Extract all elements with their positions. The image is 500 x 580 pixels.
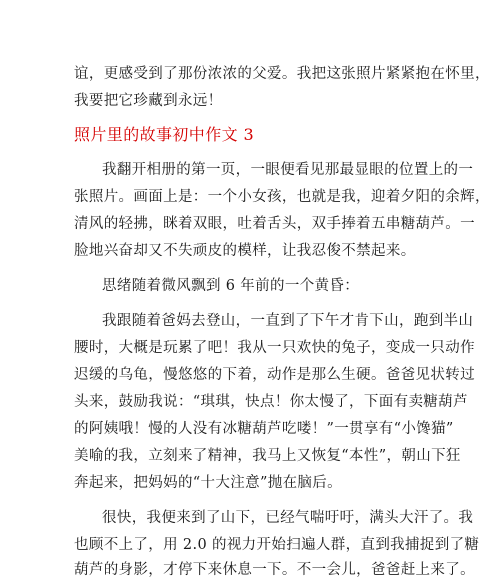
paragraph-4-line-1: 很快，我便来到了山下，已经气喘吁吁，满头大汗了。我 bbox=[102, 510, 474, 526]
paragraph-3-line-1: 我跟随着爸妈去登山，一直到了下午才肯下山，跑到半山 bbox=[102, 313, 474, 329]
paragraph-3-line-6: 美喻的我，立刻来了精神，我马上又恢复“本性”，朝山下狂 bbox=[74, 448, 461, 464]
paragraph-1-line-4: 脸地兴奋却又不失顽皮的模样，让我忍俊不禁起来。 bbox=[74, 243, 416, 259]
intro-line-2: 我要把它珍藏到永远！ bbox=[74, 93, 223, 109]
paragraph-3-line-7: 奔起来，把妈妈的“十大注意”抛在脑后。 bbox=[74, 475, 342, 491]
paragraph-2-line-1: 思绪随着微风飘到 6 年前的一个黄昏： bbox=[102, 278, 360, 294]
paragraph-3-line-3: 迟缓的乌龟，慢悠悠的下着，动作是那么生硬。爸爸见状转过 bbox=[74, 367, 475, 383]
paragraph-3-line-2: 腰时，大概是玩累了吧！我从一只欢快的兔子，变成一只动作 bbox=[74, 340, 475, 356]
paragraph-3-line-4: 头来，鼓励我说：“琪琪，快点！你太慢了，下面有卖糖葫芦 bbox=[74, 394, 468, 410]
paragraph-3-line-5: 的阿姨哦！慢的人没有冰糖葫芦吃喽！”一贯享有“小馋猫” bbox=[74, 421, 454, 437]
paragraph-4-line-3: 葫芦的身影，才停下来休息一下。不一会儿，爸爸赶上来了。 bbox=[74, 562, 475, 578]
paragraph-1-line-3: 清风的轻拂，眯着双眼，吐着舌头，双手捧着五串糖葫芦。一 bbox=[74, 216, 475, 232]
section-title: 照片里的故事初中作文 3 bbox=[74, 125, 255, 144]
paragraph-1-line-1: 我翻开相册的第一页，一眼便看见那最显眼的位置上的一 bbox=[102, 162, 474, 178]
paragraph-1-line-2: 张照片。画面上是：一个小女孩，也就是我，迎着夕阳的余辉， bbox=[74, 189, 490, 205]
intro-line-1: 谊，更感受到了那份浓浓的父爱。我把这张照片紧紧抱在怀里， bbox=[74, 66, 490, 82]
paragraph-4-line-2: 也顾不上了，用 2.0 的视力开始扫遍人群，直到我捕捉到了糖 bbox=[74, 537, 480, 553]
